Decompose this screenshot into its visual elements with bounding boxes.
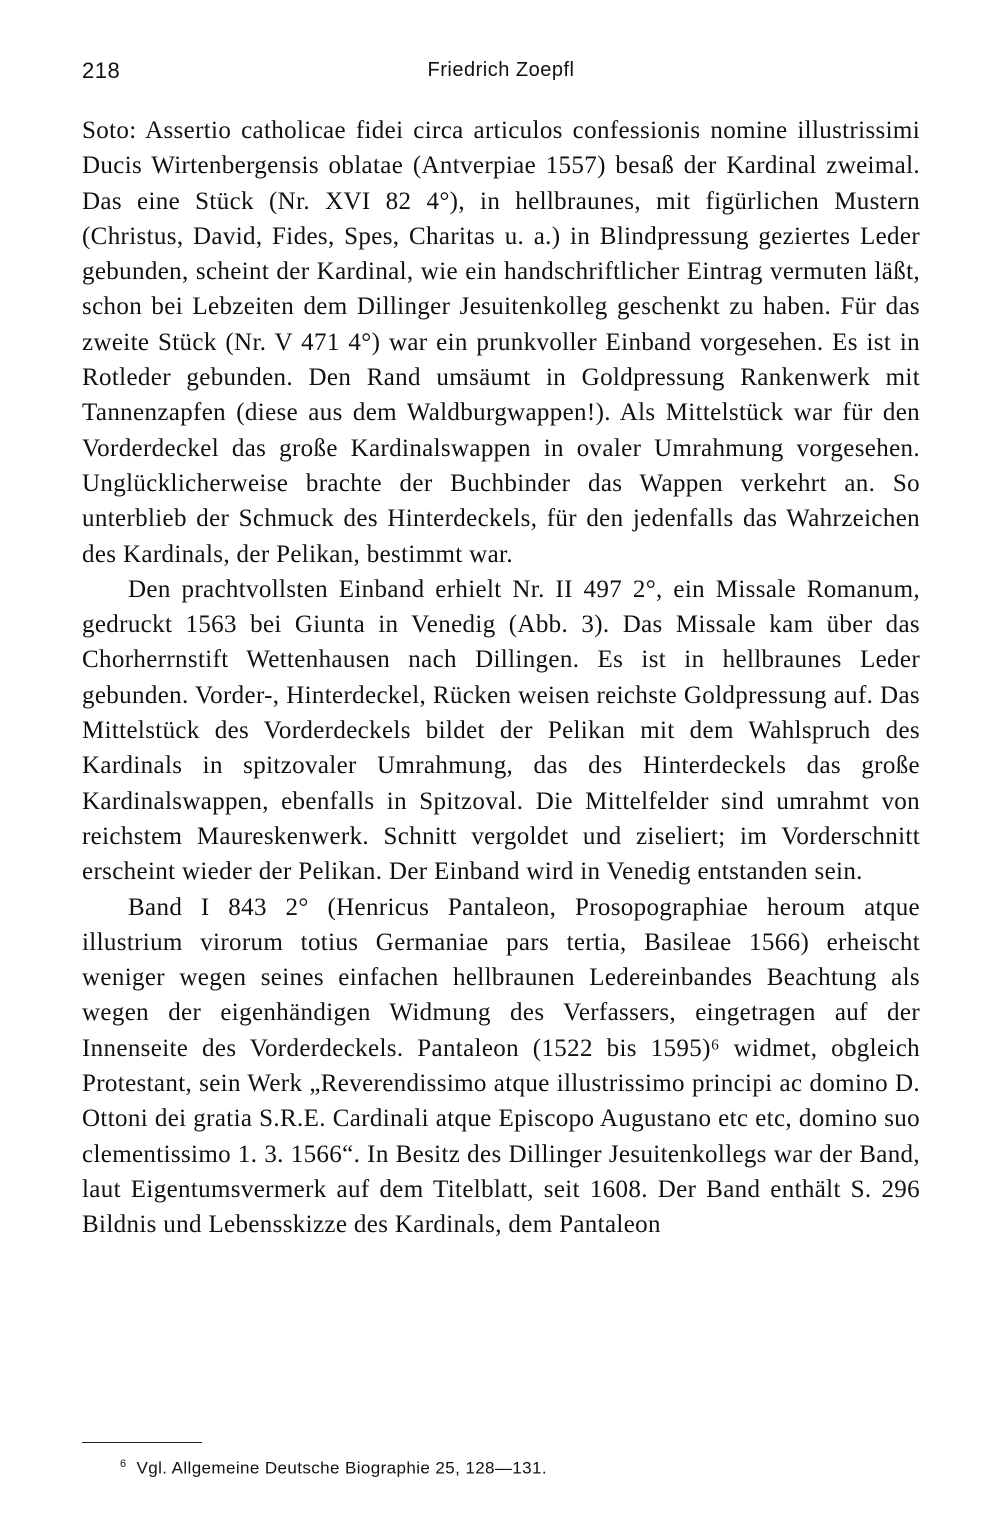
running-head xyxy=(82,58,920,88)
paragraph-missale: Den prachtvollsten Einband erhielt Nr. II 497 2°, ein Missale Romanum, gedruckt 1563 bei Giunta in Venedig (Abb. 3). Das Missale kam über das Chorherrnstift Wettenhausen nach Dillingen. Es ist in hellbraunes Leder gebunden. Vorder-, Hinterdeckel, Rücken weisen reichste Goldpressung auf. Das Mittelstück des Vorderdeckels bildet der Pelikan mit dem Wahlspruch des Kardinals in spitzovaler Umrahmung, das des Hinterdeckels das große Kardinalswappen, ebenfalls in Spitzoval. Die Mittelfelder sind umrahmt von reichstem Maureskenwerk. Schnitt vergoldet und ziseliert; im Vorderschnitt erscheint wieder der Pelikan. Der Einband wird in Venedig entstanden sein. xyxy=(82,575,920,886)
footnote xyxy=(120,1458,547,1479)
paragraph-pantaleon: Band I 843 2° (Henricus Pantaleon, Prosopographiae heroum atque illustrium virorum totius Germaniae pars tertia, Basileae 1566) erheischt weniger wegen seines einfachen hellbraunen Ledereinbandes Beachtung als wegen der eigenhändigen Widmung des Verfassers, eingetragen auf der Innenseite des Vorderdeckels. Pantaleon (1522 bis 1595)⁶ widmet, obgleich Protestant, sein Werk „Reverendissimo atque illustrissimo principi ac domino D. Ottoni dei gratia S.R.E. Cardinali atque Episcopo Augustano etc etc, domino suo clementissimo 1. 3. 1566“. In Besitz des Dillinger Jesuitenkollegs war der Band, laut Eigentumsvermerk auf dem Titelblatt, seit 1608. Der Band enthält S. 296 Bildnis und Lebensskizze des Kardinals, dem Pantaleon xyxy=(82,893,920,1239)
footnote-text: Vgl. Allgemeine Deutsche Biographie 25, 128—131. xyxy=(136,1458,547,1478)
body-text xyxy=(82,113,920,1243)
footnote-mark: 6 xyxy=(120,1458,127,1470)
running-head-author: Friedrich Zoepfl xyxy=(427,59,575,81)
footnote-rule xyxy=(82,1442,202,1443)
paragraph-soto: Soto: Assertio catholicae fidei circa articulos confessionis nomine illustrissimi Ducis Wirtenbergensis oblatae (Antverpiae 1557) besaß der Kardinal zweimal. Das eine Stück (Nr. XVI 82 4°), in hellbraunes, mit figürlichen Mustern (Christus, David, Fides, Spes, Charitas u. a.) in Blindpressung geziertes Leder gebunden, scheint der Kardinal, wie ein handschriftlicher Eintrag vermuten läßt, schon bei Lebzeiten dem Dillinger Jesuitenkolleg geschenkt zu haben. Für das zweite Stück (Nr. V 471 4°) war ein prunkvoller Einband vorgesehen. Es ist in Rotleder gebunden. Den Rand umsäumt in Goldpressung Rankenwerk mit Tannenzapfen (diese aus dem Waldburgwappen!). Als Mittelstück war für den Vorderdeckel das große Kardinalswappen in ovaler Umrahmung vorgesehen. Unglücklicherweise brachte der Buchbinder das Wappen verkehrt an. So unterblieb der Schmuck des Hinterdeckels, für den jedenfalls das Wahrzeichen des Kardinals, der Pelikan, bestimmt war. xyxy=(82,117,920,568)
page-number: 218 xyxy=(82,58,121,83)
